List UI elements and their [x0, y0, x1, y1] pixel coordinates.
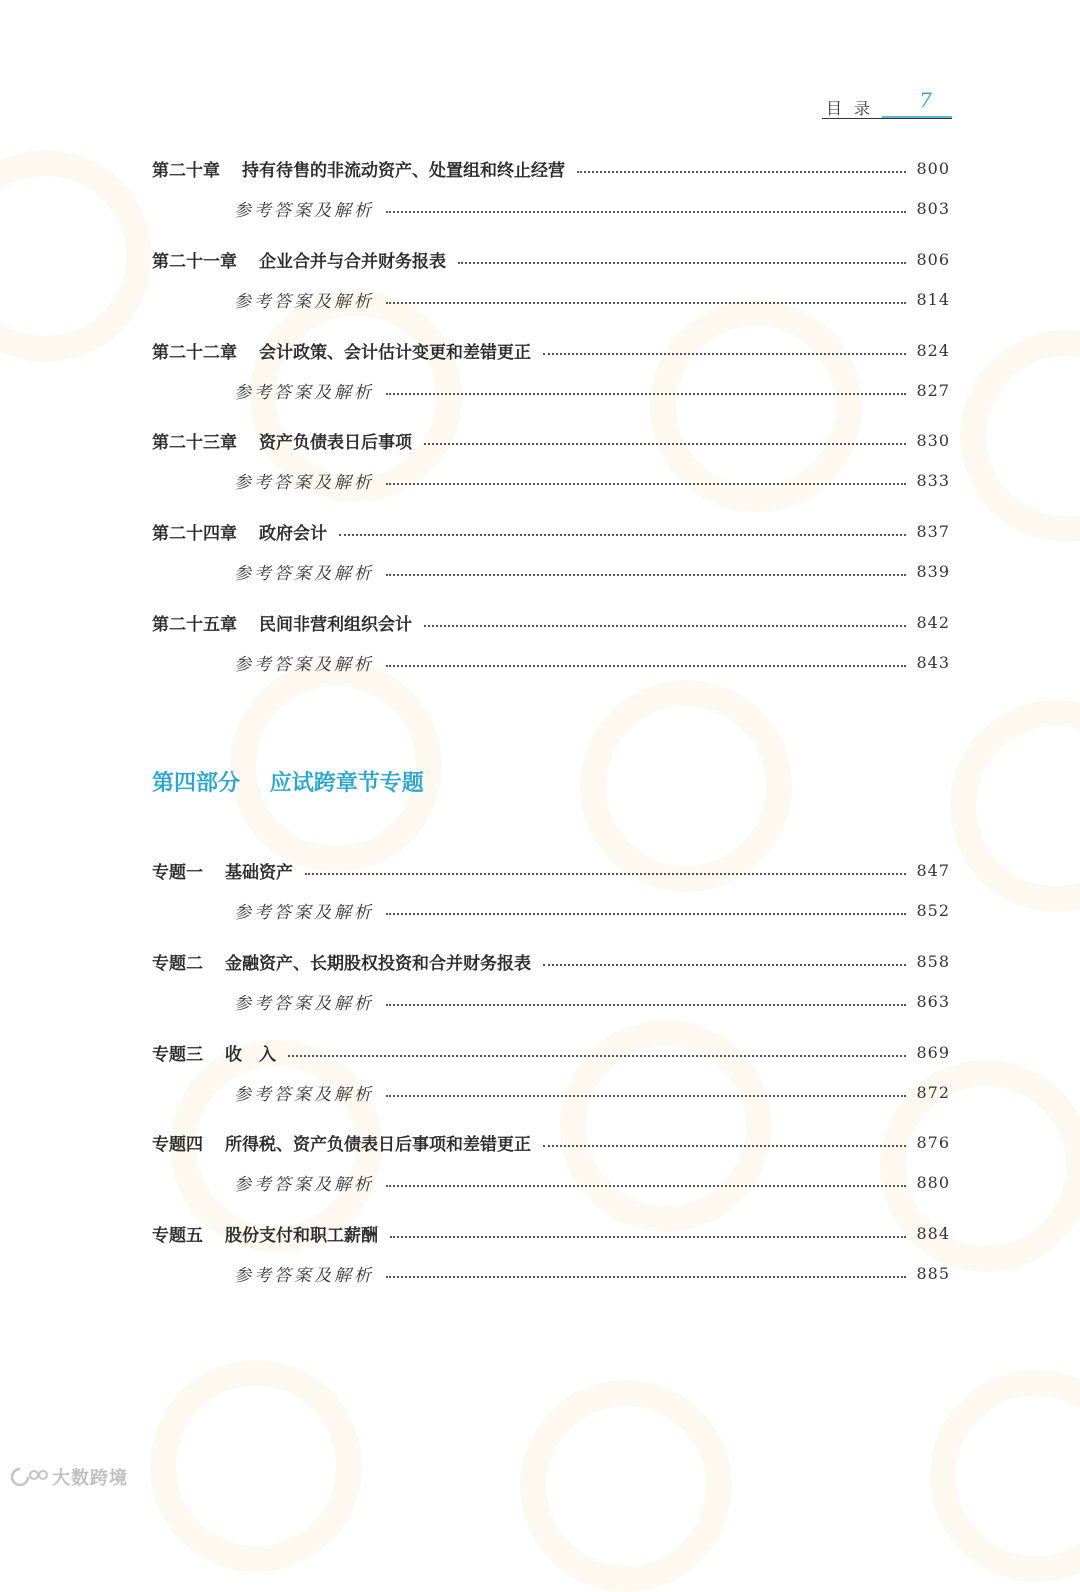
toc-entry-answers[interactable]: [234, 989, 950, 1013]
toc-entry-number: 专题五: [152, 1225, 203, 1246]
watermark-logo: [950, 700, 1080, 912]
toc-answers-label: 参考答案及解析: [234, 563, 374, 584]
toc-entry-number: 专题二: [152, 953, 203, 974]
running-head-rule: [822, 118, 952, 119]
toc-entry-number: 第二十四章: [152, 523, 237, 544]
dot-leader: [386, 1183, 906, 1187]
dot-leader: [543, 962, 906, 966]
toc-entry-title: 政府会计: [259, 523, 327, 544]
toc-answers-page: 833: [916, 470, 950, 490]
part-title: 应试跨章节专题: [269, 770, 424, 796]
toc-entry-title: 资产负债表日后事项: [259, 432, 412, 453]
toc-answers-label: 参考答案及解析: [234, 1084, 374, 1105]
toc-entry-chapter[interactable]: [152, 156, 950, 180]
running-head-label: 目录: [826, 99, 883, 118]
toc-entry-number: 第二十五章: [152, 614, 237, 635]
toc-entry-answers[interactable]: [234, 898, 950, 922]
running-head-accent: [882, 116, 952, 118]
dot-leader: [386, 391, 906, 395]
toc-entry-title: 持有待售的非流动资产、处置组和终止经营: [242, 160, 565, 181]
toc-entry-answers[interactable]: [234, 559, 950, 583]
toc-entry-page: 837: [916, 521, 950, 541]
toc-entry-answers[interactable]: [234, 650, 950, 674]
toc-answers-page: 814: [916, 289, 950, 309]
toc-entry-title: 收 入: [225, 1044, 276, 1065]
toc-answers-label: 参考答案及解析: [234, 654, 374, 675]
toc-entry-title: 基础资产: [225, 862, 293, 883]
toc-entry-page: 830: [916, 430, 950, 450]
running-head: [822, 88, 952, 122]
dot-leader: [543, 1143, 906, 1147]
toc-entry-title: 民间非营利组织会计: [259, 614, 412, 635]
toc-answers-page: 863: [916, 991, 950, 1011]
toc-entry-answers[interactable]: [234, 1261, 950, 1285]
dot-leader: [386, 300, 906, 304]
watermark-logo: [930, 1370, 1080, 1582]
dot-leader: [458, 260, 906, 264]
part-number: 第四部分: [152, 770, 241, 796]
dot-leader: [386, 209, 906, 213]
toc-entry-topic[interactable]: [152, 1130, 950, 1154]
toc-entry-number: 第二十一章: [152, 251, 237, 272]
toc-entry-number: 专题四: [152, 1134, 203, 1155]
toc-entry-topic[interactable]: [152, 1040, 950, 1064]
toc-entry-topic[interactable]: [152, 1221, 950, 1245]
dot-leader: [339, 532, 906, 536]
toc-answers-label: 参考答案及解析: [234, 200, 374, 221]
dot-leader: [386, 911, 906, 915]
toc-entry-title: 会计政策、会计估计变更和差错更正: [259, 342, 531, 363]
toc-entry-answers[interactable]: [234, 1080, 950, 1104]
dot-leader: [386, 1002, 906, 1006]
watermark-logo: [150, 1360, 362, 1572]
toc-entry-chapter[interactable]: [152, 428, 950, 452]
dot-leader: [577, 169, 906, 173]
dot-leader: [386, 572, 906, 576]
toc-entry-number: 第二十二章: [152, 342, 237, 363]
toc-entry-page: 869: [916, 1042, 950, 1062]
part-heading[interactable]: [152, 766, 424, 797]
toc-answers-label: 参考答案及解析: [234, 993, 374, 1014]
toc-entry-title: 企业合并与合并财务报表: [259, 251, 446, 272]
toc-entry-page: 884: [916, 1223, 950, 1243]
dot-leader: [390, 1234, 906, 1238]
watermark-logo: [520, 1380, 732, 1592]
toc-entry-page: 842: [916, 612, 950, 632]
dot-leader: [424, 441, 906, 445]
toc-answers-page: 852: [916, 900, 950, 920]
toc-entry-chapter[interactable]: [152, 610, 950, 634]
toc-answers-label: 参考答案及解析: [234, 291, 374, 312]
dot-leader: [305, 871, 906, 875]
toc-entry-title: 股份支付和职工薪酬: [225, 1225, 378, 1246]
dot-leader: [288, 1053, 906, 1057]
toc-answers-label: 参考答案及解析: [234, 1174, 374, 1195]
toc-answers-label: 参考答案及解析: [234, 472, 374, 493]
brand-text: 大数跨境: [52, 1468, 128, 1489]
toc-answers-page: 885: [916, 1263, 950, 1283]
toc-entry-page: 806: [916, 249, 950, 269]
watermark-logo: [960, 330, 1080, 542]
toc-entry-number: 专题三: [152, 1044, 203, 1065]
toc-answers-label: 参考答案及解析: [234, 382, 374, 403]
watermark-logo: [0, 150, 152, 362]
toc-answers-page: 839: [916, 561, 950, 581]
toc-entry-chapter[interactable]: [152, 519, 950, 543]
toc-entry-title: 金融资产、长期股权投资和合并财务报表: [225, 953, 531, 974]
toc-entry-answers[interactable]: [234, 468, 950, 492]
brand-watermark: [10, 1464, 128, 1490]
toc-entry-number: 专题一: [152, 862, 203, 883]
toc-answers-page: 803: [916, 198, 950, 218]
toc-entry-topic[interactable]: [152, 858, 950, 882]
toc-entry-topic[interactable]: [152, 949, 950, 973]
toc-entry-chapter[interactable]: [152, 338, 950, 362]
toc-entry-answers[interactable]: [234, 378, 950, 402]
dot-leader: [386, 1274, 906, 1278]
running-head-page-number: 7: [919, 88, 932, 112]
toc-entry-title: 所得税、资产负债表日后事项和差错更正: [225, 1134, 531, 1155]
toc-entry-page: 858: [916, 951, 950, 971]
toc-entry-page: 800: [916, 158, 950, 178]
dot-leader: [386, 663, 906, 667]
toc-entry-page: 824: [916, 340, 950, 360]
dot-leader: [386, 1093, 906, 1097]
toc-answers-label: 参考答案及解析: [234, 1265, 374, 1286]
toc-entry-answers[interactable]: [234, 1170, 950, 1194]
toc-answers-page: 827: [916, 380, 950, 400]
dot-leader: [543, 351, 906, 355]
toc-entry-answers[interactable]: [234, 287, 950, 311]
toc-answers-label: 参考答案及解析: [234, 902, 374, 923]
toc-entry-chapter[interactable]: [152, 247, 950, 271]
toc-answers-page: 880: [916, 1172, 950, 1192]
toc-answers-page: 843: [916, 652, 950, 672]
toc-entry-answers[interactable]: [234, 196, 950, 220]
brand-logo-icon: [10, 1466, 48, 1488]
toc-entry-number: 第二十章: [152, 160, 220, 181]
toc-entry-page: 876: [916, 1132, 950, 1152]
dot-leader: [424, 623, 906, 627]
toc-entry-page: 847: [916, 860, 950, 880]
toc-entry-number: 第二十三章: [152, 432, 237, 453]
toc-answers-page: 872: [916, 1082, 950, 1102]
dot-leader: [386, 481, 906, 485]
